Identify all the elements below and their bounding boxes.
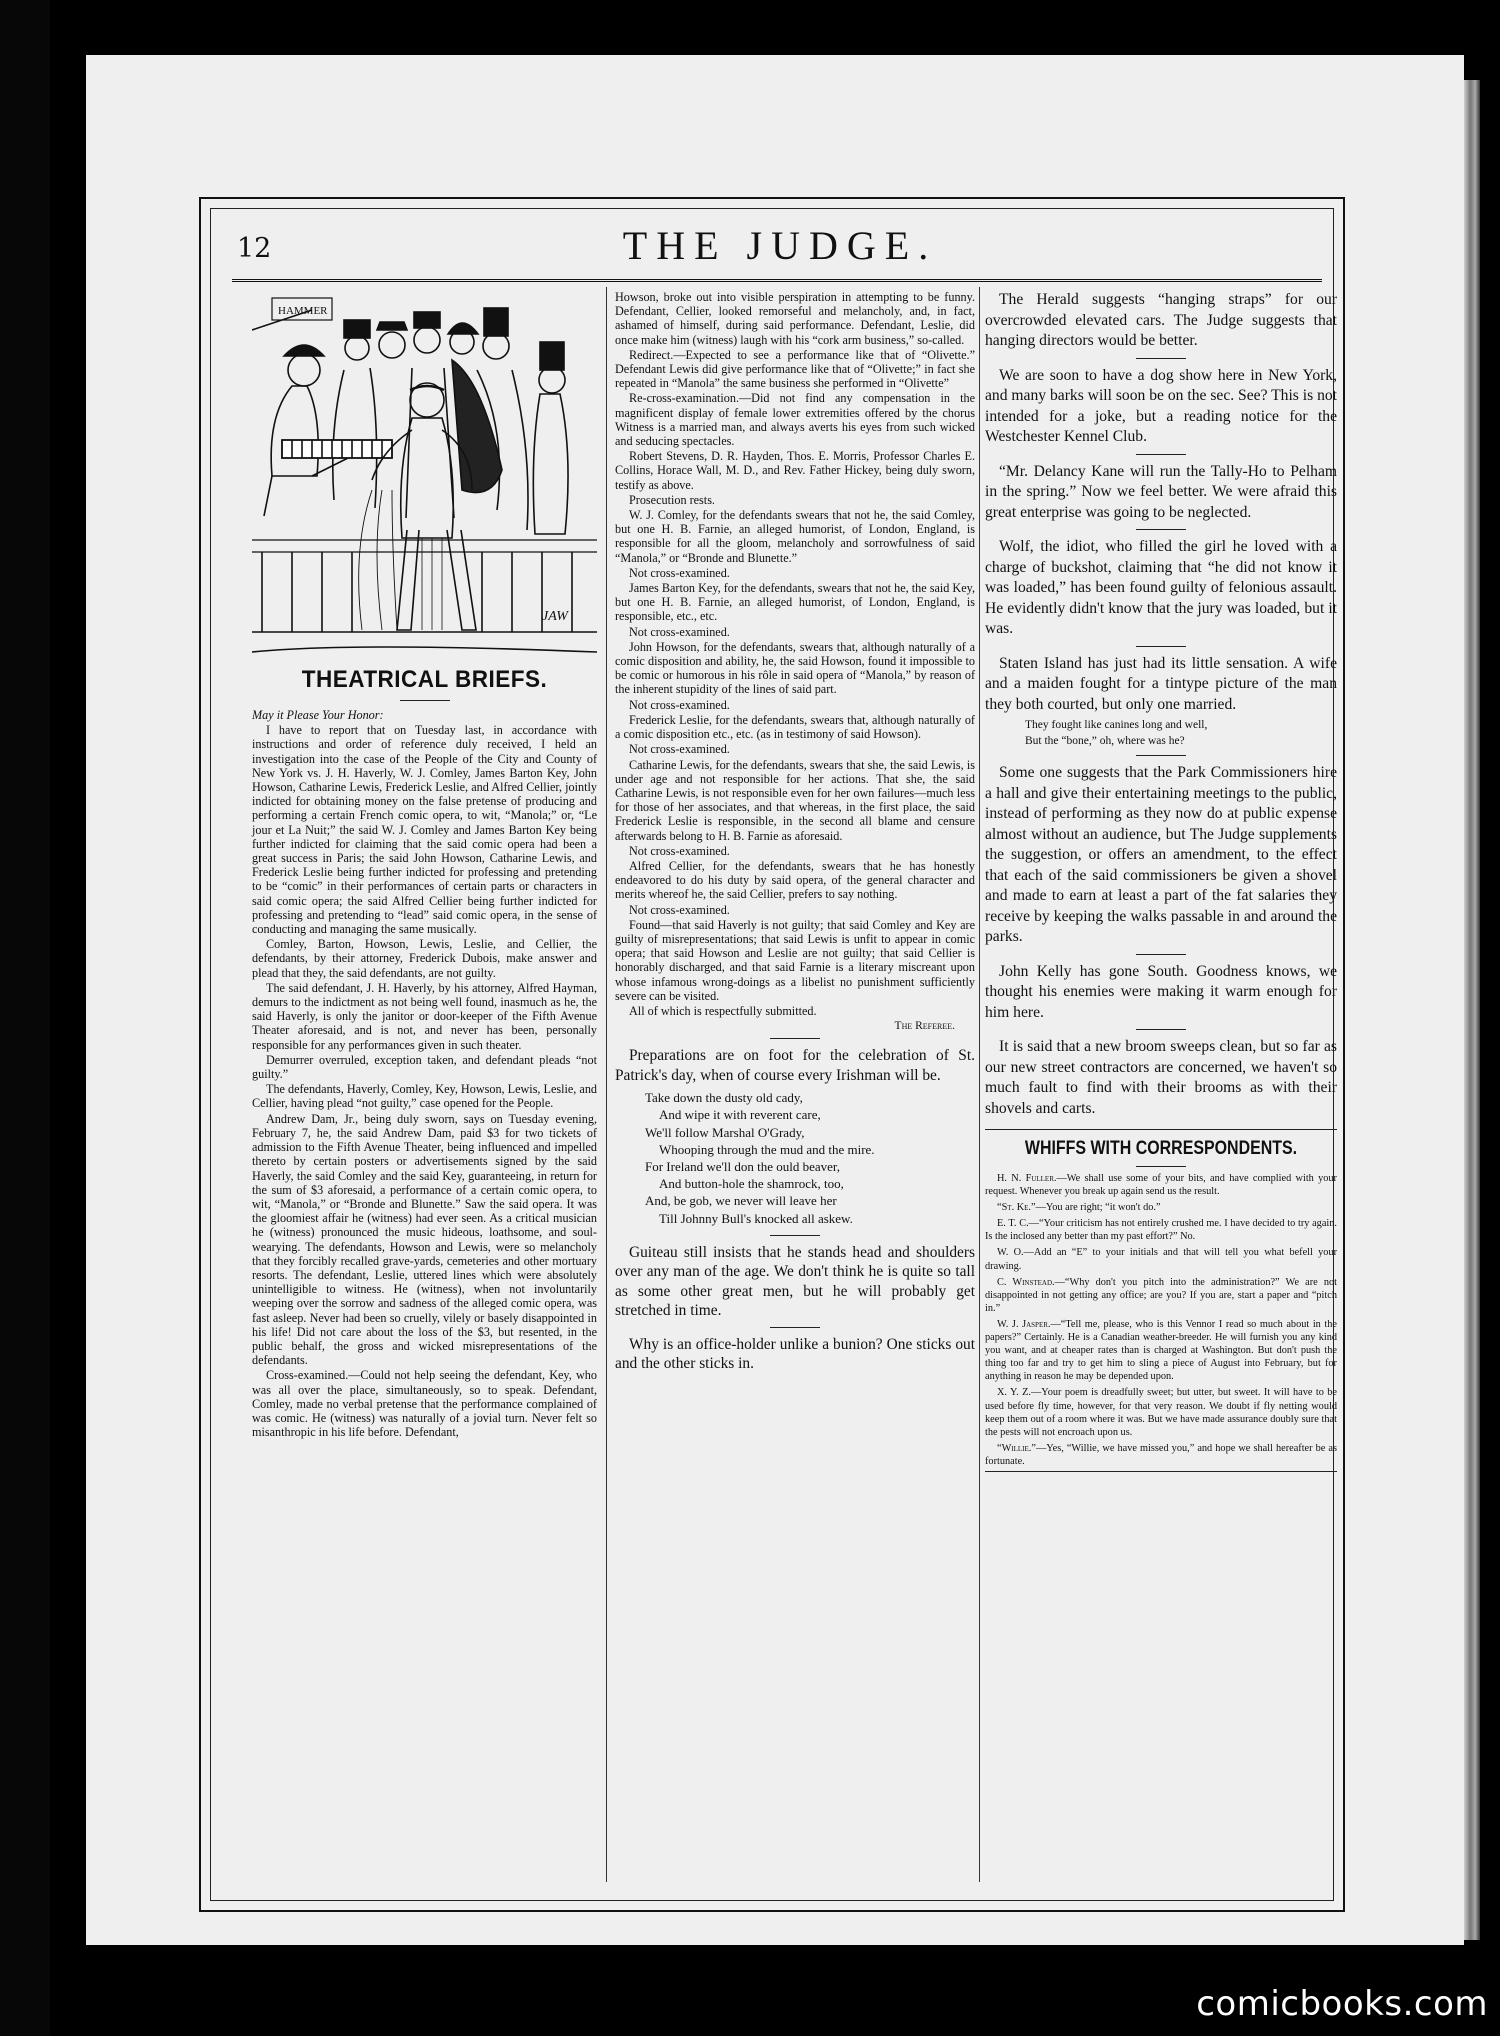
brief-paragraph: Demurrer overruled, exception taken, and defendant pleads “not guilty.”: [252, 1052, 597, 1082]
masthead: THE JUDGE.: [622, 223, 938, 268]
poem-line: Take down the dusty old cady,: [645, 1090, 803, 1106]
news-item: It is said that a new broom sweeps clean, but so far as our new street contractors are concerned, we haven't so much fault to find with their brooms as with their shovels and carts.: [985, 1038, 1337, 1117]
verse-line: They fought like canines long and well,: [1025, 719, 1208, 731]
correspondent-reply: “St. Ke.”—You are right; “it won't do.”: [997, 1202, 1161, 1214]
poem-line: Whooping through the mud and the mire.: [659, 1141, 875, 1157]
brief-paragraph: Not cross-examined.: [629, 843, 730, 858]
poem: [645, 1089, 975, 1227]
column-divider: [979, 287, 980, 1882]
column-divider: [606, 287, 607, 1882]
section-title: WHIFFS WITH CORRESPONDENTS.: [1024, 1138, 1298, 1159]
item-rule: [1136, 954, 1186, 955]
column-3: [985, 290, 1337, 1472]
brief-paragraph: John Howson, for the defendants, swears that, although naturally of a comic disposition and ability, he, the said Howson, found it impossible to be comic or humorous in his rôle in said opera of “Manola,” by reason of the inherent stupidity of the lines of said part.: [615, 639, 975, 697]
brief-paragraph: Not cross-examined.: [629, 742, 730, 757]
brief-paragraph: Howson, broke out into visible perspiration in attempting to be funny. Defendant, Cellier, looked remorseful and melancholy, and, in fact, ashamed of himself, during said performance. Defendant, Leslie, did once make him (witness) laugh with his “cork arm business,” so-called.: [615, 290, 975, 347]
brief-paragraph: I have to report that on Tuesday last, in accordance with instructions and order of reference duly received, I held an investigation into the case of the People of the City and County of New York vs. J. H. Haverly, W. J. Comley, James Barton Key, John Howson, Catharine Lewis, Frederick Leslie, and Alfred Cellier, jointly indicted for obtaining money on the false pretense of producing and performing a certain French comic opera, to wit, “Manola;” or, “Le jour et La Nuit;” the said W. J. Comley and James Barton Key being further indicted for claiming that the said comic opera had been a great success in Paris; the said John Howson, Catharine Lewis, and Frederick Leslie being further indicted for professing and pretending to be “comic” in their performances of certain parts or characters in said comic opera; the said Alfred Cellier being further indicted for professing and pretending to “lead” said comic opera, in the sense of conducting and managing the same musically.: [252, 723, 597, 937]
title-rule: [400, 700, 450, 701]
brief-paragraph: Alfred Cellier, for the defendants, swears that he has honestly endeavored to do his duty by said opera, of the general character and merits whereof he, the said Cellier, prefers to say nothing.: [615, 858, 975, 902]
brief-paragraph: All of which is respectfully submitted.: [629, 1003, 817, 1018]
correspondent-reply: C. Winstead.—“Why don't you pitch into the administration?” We are not disappointed in not getting any office; are you? If you are, start a paper and “pitch in.”: [985, 1276, 1337, 1314]
item-rule: [770, 1235, 820, 1236]
title-rule: [1136, 1166, 1186, 1167]
brief-paragraph: James Barton Key, for the defendants, swears that not he, the said Key, but one H. B. Farnie, an alleged humorist, of London, England, is responsible, etc., etc.: [615, 581, 975, 624]
item-rule: [1136, 529, 1186, 530]
news-item: We are soon to have a dog show here in New York, and many barks will soon be on the sec. See? This is not intended for a joke, but a reading notice for the Westchester Kennel Club.: [985, 366, 1337, 445]
item-rule: [1136, 1029, 1186, 1030]
verse-line: But the “bone,” oh, where was he?: [1025, 734, 1185, 747]
poem-line: And button-hole the shamrock, too,: [659, 1176, 844, 1192]
correspondent-reply: “Willie.”—Yes, “Willie, we have missed you,” and hope we shall hereafter be as fortunate.: [985, 1442, 1337, 1467]
poem-line: And, be gob, we never will leave her: [645, 1193, 837, 1209]
correspondent-reply: W. J. Jasper.—“Tell me, please, who is this Vennor I read so much about in the papers?” Certainly. He is a Canadian weather-breeder. He will furnish you any kind you want, and at cheaper rates than is charged at Washington. But don't push the thing too far and try to get him to sling a piece of August into February, but for anything in reason he may be depended upon.: [985, 1318, 1337, 1383]
news-item: Staten Island has just had its little sensation. A wife and a maiden fought for a tintype picture of the man they both courted, but only one married.: [985, 654, 1337, 713]
correspondent-reply: W. O.—Add an “E” to your initials and that will tell you what befell your drawing.: [985, 1247, 1337, 1272]
news-item: Wolf, the idiot, who filled the girl he loved with a charge of buckshot, claiming that “he did not know it was loaded,” has been found guilty of felonious assault. He evidently didn't know that the jury was loaded, but it was.: [985, 538, 1337, 637]
book-spine: [1464, 80, 1480, 1940]
article-title: THEATRICAL BRIEFS.: [301, 666, 548, 693]
item-rule: [770, 1327, 820, 1328]
brief-paragraph: Andrew Dam, Jr., being duly sworn, says on Tuesday evening, February 7, he, the said Andrew Dam, paid $3 for two tickets of admission to the Fifth Avenue Theater, being influenced and impelled thereto by certain posters or advertisements signed by the said Haverly, the said Comley and the said Key, guaranteeing, in return for the sum of $3 aforesaid, a performance of a certain comic opera, to wit, “Manola,” or “Bronde and Blunette.” Saw the said opera. It was the gloomiest affair he (witness) had ever seen. As a critical musician he (witness) pronounced the music hideous, loathsome, and soul-wearying. The defendants, Howson and Lewis, were so melancholy that they forcibly recalled grave-yards, cemeteries and other mortuary resorts. The defendant, Leslie, uttered lines which were absolutely unintelligible to witness. He (witness), when not involuntarily weeping over the sorrow and sadness of the alleged comic opera, was fast asleep. Never had been so cruelly, vilely or basely disappointed in his life! Did not care about the loss of the $3, but resented, in the public behalf, the gross and wicked misrepresentations of the defendants.: [252, 1111, 597, 1368]
column-2: [615, 290, 975, 1374]
poem-line: Till Johnny Bull's knocked all askew.: [659, 1210, 853, 1226]
brief-paragraph: Cross-examined.—Could not help seeing the defendant, Key, who was all over the place, simultaneously, so to speak. Defendant, Comley, made no verbal pretense that the performance complained of was comic. He (witness) was naturally of a jovial turn. Never felt so misanthropic in his life before. Defendant,: [252, 1368, 597, 1440]
brief-paragraph: Redirect.—Expected to see a performance like that of “Olivette.” Defendant Lewis did give performance like that of “Olivette;” in fact she repeated in “Manola” the same business she performed in “Olivette”: [615, 347, 975, 391]
sign-text: HAMMER: [278, 305, 328, 317]
brief-paragraph: Catharine Lewis, for the defendants, swears that she, the said Lewis, is under age and not responsible for her actions. That she, the said Catharine Lewis, is not responsible even for her own failures—much less for those of her associates, and that whereas, in the first place, the said Frederick Leslie is responsible, in the second all blame and censure afterwards belong to H. B. Farnie as aforesaid.: [615, 757, 975, 843]
item-rule: [1136, 646, 1186, 647]
verse: [1025, 718, 1337, 749]
watermark: comicbooks.com: [1196, 1984, 1488, 2024]
brief-paragraph: Not cross-examined.: [629, 565, 730, 580]
signature: The Referee.: [894, 1020, 955, 1033]
item-rule: [1136, 454, 1186, 455]
page-number: 12: [237, 233, 272, 264]
brief-paragraph: Robert Stevens, D. R. Hayden, Thos. E. Morris, Professor Charles E. Collins, Horace Wall, M. D., and Rev. Father Hickey, being duly sworn, testify as above.: [615, 449, 975, 492]
brief-paragraph: The said defendant, J. H. Haverly, by his attorney, Alfred Hayman, demurs to the indictment as not being well found, inasmuch as he, the said Haverly, is only the janitor or door-keeper of the Fifth Avenue Theater aforesaid, and is not, and never has been, personally responsible for any performances given in such theater.: [252, 980, 597, 1052]
masthead-rule: [232, 279, 1322, 282]
item-rule: [1136, 755, 1186, 756]
brief-paragraph: Comley, Barton, Howson, Lewis, Leslie, and Cellier, the defendants, by their attorney, Frederick Dubois, make answer and plead that they, the said defendants, are not guilty.: [252, 937, 597, 980]
scan-margin: [0, 0, 50, 2036]
brief-paragraph: The defendants, Haverly, Comley, Key, Howson, Lewis, Leslie, and Cellier, having plead “not guilty,” case opened for the People.: [252, 1082, 598, 1111]
correspondents-section: [985, 1129, 1337, 1472]
brief-paragraph: Found—that said Haverly is not guilty; that said Comley and Key are guilty of misrepresentations; that said Lewis is unfit to appear in comic opera; that said Howson and Leslie are not guilty; that said Cellier is honorably discharged, and that said Farnie is a literary miscreant upon whose infamous wrong-doings as a libelist no punishment sufficiently severe can be visited.: [615, 917, 975, 1003]
item-rule: [1136, 358, 1186, 359]
column-1: [252, 290, 597, 1440]
correspondent-reply: E. T. C.—“Your criticism has not entirely crushed me. I have decided to try again. Is the inclosed any better than my past effort?” No.: [985, 1218, 1337, 1243]
artist-signature: JAW: [542, 609, 568, 624]
salutation: May it Please Your Honor:: [252, 708, 384, 722]
brief-paragraph: Not cross-examined.: [629, 624, 730, 639]
cartoon-illustration: [252, 290, 597, 660]
bunion-item: Why is an office-holder unlike a bunion? One sticks out and the other sticks in.: [615, 1335, 975, 1373]
guiteau-item: Guiteau still insists that he stands head and shoulders over any man of the age. We don't think he is quite so tall as some other great men, but he will probably get stretched in time.: [615, 1243, 975, 1320]
poem-line: And wipe it with reverent care,: [659, 1107, 821, 1123]
brief-paragraph: Not cross-examined.: [629, 697, 730, 712]
brief-paragraph: Prosecution rests.: [629, 492, 715, 507]
news-item: The Herald suggests “hanging straps” for our overcrowded elevated cars. The Judge suggests that hanging directors would be better.: [985, 291, 1337, 349]
preparations-item: Preparations are on foot for the celebration of St. Patrick's day, when of course every Irishman will be.: [615, 1047, 975, 1084]
poem-line: We'll follow Marshal O'Grady,: [645, 1124, 805, 1140]
poem-line: For Ireland we'll don the ould beaver,: [645, 1158, 840, 1174]
correspondent-reply: X. Y. Z.—Your poem is dreadfully sweet; but utter, but sweet. It will have to be used before fly time, however, for that very reason. We doubt if fly netting would keep them out of a room where it was. But we have made assurance doubly sure that the pests will not encroach upon us.: [985, 1387, 1337, 1438]
news-item: “Mr. Delancy Kane will run the Tally-Ho to Pelham in the spring.” Now we feel better. We were afraid this great enterprise was going to be neglected.: [985, 462, 1337, 521]
correspondent-list: [985, 1172, 1337, 1468]
brief-paragraph: W. J. Comley, for the defendants swears that not he, the said Comley, but one H. B. Farnie, an alleged humorist, of London, England, is responsible for all the gloom, melancholy and sorrowfulness of said “Manola,” or “Bronde and Blunette.”: [615, 508, 975, 565]
brief-paragraph: Re-cross-examination.—Did not find any compensation in the magnificent display of female lower extremities offered by the chorus Witness is a married man, and always averts his eyes from such wicked and seducing spectacles.: [615, 391, 975, 449]
correspondent-reply: H. N. Fuller.—We shall use some of your bits, and have complied with your request. Whenever you break up again send us the result.: [985, 1173, 1337, 1198]
news-item: John Kelly has gone South. Goodness knows, we thought his enemies were making it warm enough for him here.: [985, 962, 1337, 1021]
news-item: Some one suggests that the Park Commissioners hire a hall and give their entertaining meetings to the public, instead of performing as they now do at public expense almost without an audience, but The Judge supplements the suggestion, or offers an amendment, to the effect that each of the said commissioners be given a shovel and made to earn at least a part of the fat salaries they receive by keeping the walks passable in and around the parks.: [985, 764, 1337, 945]
item-rule: [770, 1038, 820, 1039]
brief-paragraph: Frederick Leslie, for the defendants, swears that, although naturally of a comic disposition etc., etc. (as in testimony of said Howson).: [615, 712, 975, 742]
brief-paragraph: Not cross-examined.: [629, 902, 730, 917]
